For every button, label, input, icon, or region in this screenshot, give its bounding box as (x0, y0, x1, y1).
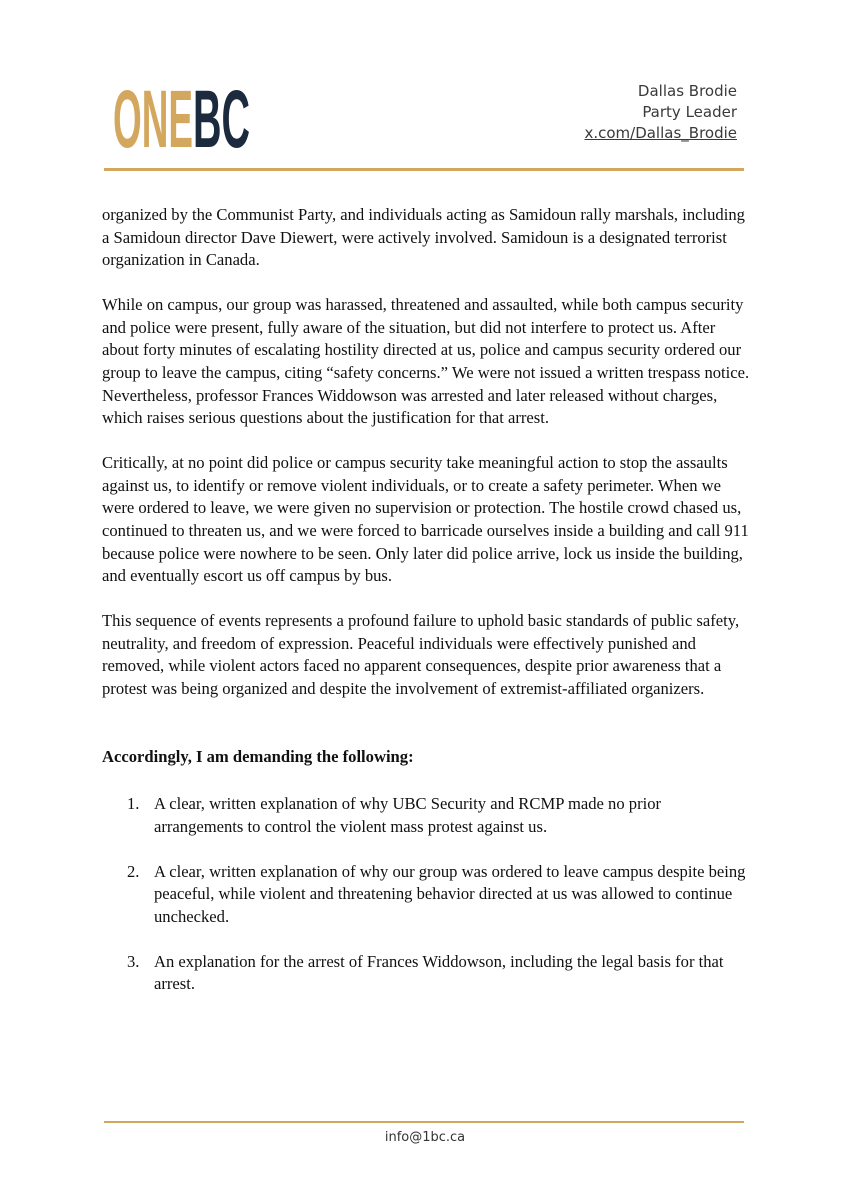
demand-text: A clear, written explanation of why our group was ordered to leave campus despite being peaceful, while violent and threatening behavior directed at us was allowed to continue unchecked. (154, 861, 746, 926)
demand-number: 1. (127, 794, 140, 814)
paragraph-2: While on campus, our group was harassed, threatened and assaulted, while both campus security and police were present, fully aware of the situation, but did not interfere to protect us. After about forty minutes of escalating hostility directed at us, police and campus security ordered our group to leave the campus, citing “safety concerns.” We were not issued a written trespass notice. Nevertheless, professor Frances Widdowson was arrested and later released without charges, which raises serious questions about the justification for that arrest. (102, 295, 750, 428)
footer-divider (104, 1121, 744, 1123)
leader-title: Party Leader (642, 103, 737, 121)
onebc-logo (113, 86, 253, 148)
demand-item-1 (102, 793, 750, 838)
header-divider (104, 168, 744, 171)
x-profile-link[interactable]: x.com/Dallas_Brodie (584, 124, 737, 142)
demands-heading: Accordingly, I am demanding the following: (102, 747, 414, 767)
demand-item-3 (102, 951, 750, 996)
paragraph-4: This sequence of events represents a profound failure to uphold basic standards of public safety, neutrality, and freedom of expression. Peaceful individuals were effectively punished and removed, while violent actors faced no apparent consequences, despite prior awareness that a protest was being organized and despite the involvement of extremist-affiliated organizers. (102, 611, 740, 698)
demand-number: 3. (127, 951, 140, 971)
logo-bc-text: BC (193, 86, 250, 148)
demand-number: 2. (127, 861, 140, 881)
logo-one-text: ONE (113, 86, 193, 148)
demands-list (102, 793, 750, 996)
onebc-logo-graphic (113, 86, 253, 148)
letter-body (102, 204, 750, 1018)
demand-text: An explanation for the arrest of Frances Widdowson, including the legal basis for that arrest. (154, 951, 724, 994)
footer-email[interactable]: info@1bc.ca (384, 1130, 466, 1145)
footer (0, 1130, 850, 1145)
paragraph-1: organized by the Communist Party, and individuals acting as Samidoun rally marshals, including a Samidoun director Dave Diewert, were actively involved. Samidoun is a designated terrorist organization in Canada. (102, 205, 745, 270)
paragraph-3: Critically, at no point did police or campus security take meaningful action to stop the assaults against us, to identify or remove violent individuals, or to create a safety perimeter. When we were ordered to leave, we were given no supervision or protection. The hostile crowd chased us, continued to threaten us, and we were forced to barricade ourselves inside a building and call 911 because police were nowhere to be seen. Only later did police arrive, lock us inside the building, and eventually escort us off campus by bus. (102, 453, 749, 586)
demand-item-2 (102, 861, 750, 929)
contact-block (584, 81, 737, 144)
leader-name: Dallas Brodie (637, 82, 737, 100)
demand-text: A clear, written explanation of why UBC Security and RCMP made no prior arrangements to control the violent mass protest against us. (154, 794, 662, 836)
